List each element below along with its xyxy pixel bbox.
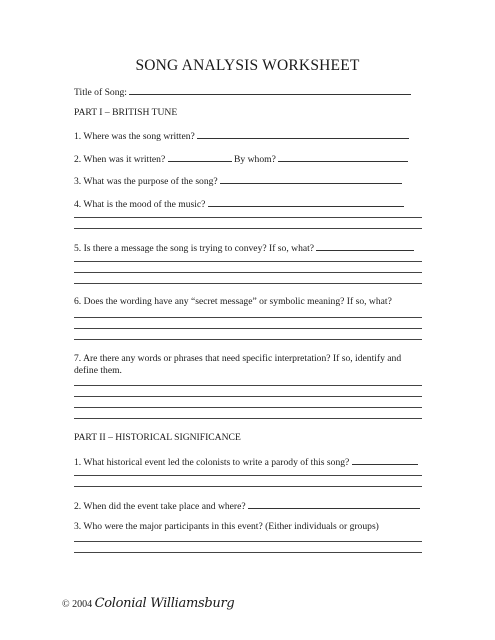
answer-7-line-1[interactable] bbox=[74, 385, 422, 386]
answer-5-line-4[interactable] bbox=[74, 283, 422, 284]
song-title-label: Title of Song: bbox=[74, 87, 127, 98]
part2-answer-2-blank[interactable] bbox=[248, 499, 420, 509]
answer-5-blank[interactable] bbox=[316, 241, 414, 251]
answer-6-line-3[interactable] bbox=[74, 339, 422, 340]
answer-2-by-whom-blank[interactable] bbox=[278, 152, 408, 162]
part2-answer-1-line-2[interactable] bbox=[74, 475, 422, 476]
part2-question-3: 3. Who were the major participants in this event? (Either individuals or groups) bbox=[74, 521, 379, 532]
question-1: 1. Where was the song written? bbox=[74, 131, 195, 142]
answer-7-line-2[interactable] bbox=[74, 396, 422, 397]
answer-4-line-3[interactable] bbox=[74, 228, 422, 229]
colonial-williamsburg-logo: Colonial Williamsburg bbox=[94, 596, 235, 611]
copyright-text: © 2004 bbox=[62, 599, 93, 610]
question-2-when: 2. When was it written? bbox=[74, 154, 166, 165]
answer-4-line-2[interactable] bbox=[74, 217, 422, 218]
part2-question-2: 2. When did the event take place and where? bbox=[74, 501, 246, 512]
part2-question-1: 1. What historical event led the colonists to write a parody of this song? bbox=[74, 457, 350, 468]
answer-2-when-blank[interactable] bbox=[168, 152, 232, 162]
question-3: 3. What was the purpose of the song? bbox=[74, 176, 218, 187]
part2-heading: PART II – HISTORICAL SIGNIFICANCE bbox=[74, 432, 241, 443]
part2-answer-1-line-3[interactable] bbox=[74, 486, 422, 487]
question-7: 7. Are there any words or phrases that need specific interpretation? If so, identify and define them. bbox=[74, 353, 402, 376]
part2-question-2-line bbox=[74, 499, 420, 513]
part2-answer-3-line-2[interactable] bbox=[74, 552, 422, 553]
part2-question-1-line bbox=[74, 455, 418, 469]
answer-5-line-2[interactable] bbox=[74, 261, 422, 262]
answer-3-blank[interactable] bbox=[220, 174, 402, 184]
answer-6-line-1[interactable] bbox=[74, 317, 422, 318]
question-4-line bbox=[74, 197, 404, 211]
part2-answer-1-blank[interactable] bbox=[352, 455, 418, 465]
song-title-line bbox=[74, 85, 411, 99]
question-3-line bbox=[74, 174, 402, 188]
question-2-by-whom: By whom? bbox=[234, 154, 276, 165]
song-title-blank[interactable] bbox=[129, 85, 411, 95]
part1-heading: PART I – BRITISH TUNE bbox=[74, 107, 178, 118]
answer-7-line-3[interactable] bbox=[74, 407, 422, 408]
question-4: 4. What is the mood of the music? bbox=[74, 199, 206, 210]
question-6: 6. Does the wording have any “secret message” or symbolic meaning? If so, what? bbox=[74, 296, 392, 307]
answer-1-blank[interactable] bbox=[197, 129, 409, 139]
answer-5-line-3[interactable] bbox=[74, 272, 422, 273]
part2-answer-3-line-1[interactable] bbox=[74, 541, 422, 542]
question-5-line bbox=[74, 241, 414, 255]
question-5: 5. Is there a message the song is trying to convey? If so, what? bbox=[74, 243, 315, 254]
question-1-line bbox=[74, 129, 409, 143]
question-2-line bbox=[74, 152, 408, 166]
answer-6-line-2[interactable] bbox=[74, 328, 422, 329]
answer-7-line-4[interactable] bbox=[74, 418, 422, 419]
answer-4-blank[interactable] bbox=[208, 197, 404, 207]
footer bbox=[62, 596, 234, 611]
worksheet-title: SONG ANALYSIS WORKSHEET bbox=[135, 57, 360, 74]
